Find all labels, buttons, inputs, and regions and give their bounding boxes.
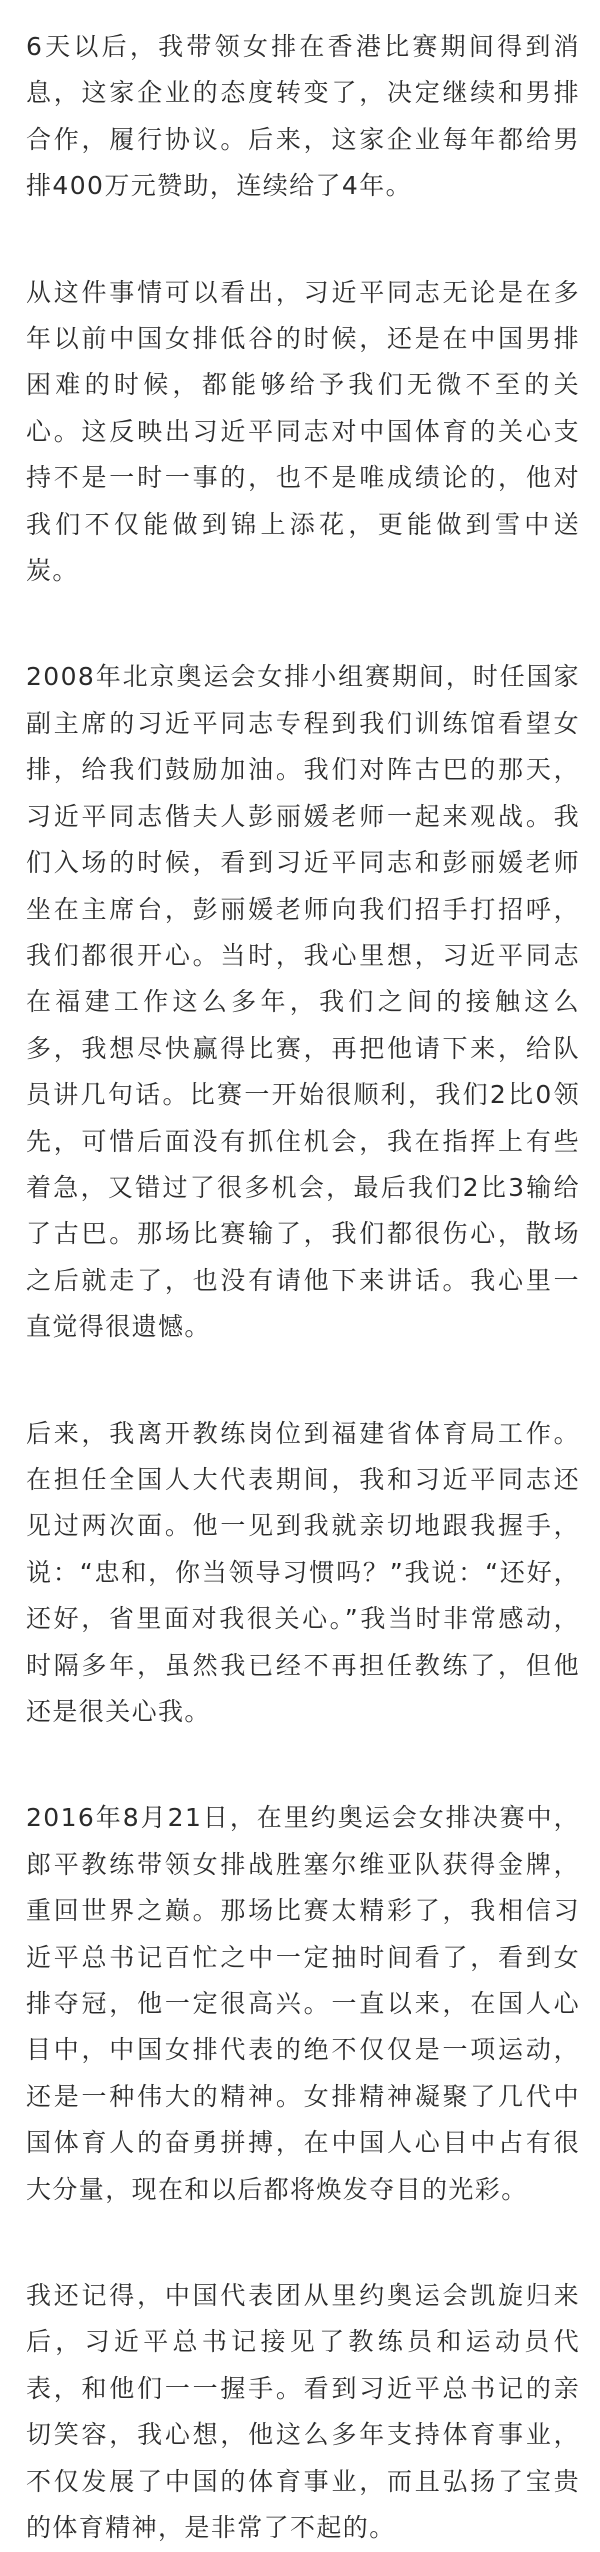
paragraph-6: 我还记得，中国代表团从里约奥运会凯旋归来后，习近平总书记接见了教练员和运动员代表，和他们一一握手。看到习近平总书记的亲切笑容，我心想，他这么多年支持体育事业，不仅发展了中国的体育事业，而且弘扬了宝贵的体育精神，是非常了不起的。 bbox=[26, 2281, 580, 2543]
paragraph-1: 6天以后，我带领女排在香港比赛期间得到消息，这家企业的态度转变了，决定继续和男排合作，履行协议。后来，这家企业每年都给男排400万元赞助，连续给了4年。 bbox=[26, 32, 580, 201]
paragraph-5: 2016年8月21日，在里约奥运会女排决赛中，郎平教练带领女排战胜塞尔维亚队获得金牌，重回世界之巅。那场比赛太精彩了，我相信习近平总书记百忙之中一定抽时间看了，看到女排夺冠，他一定很高兴。一直以来，在国人心目中，中国女排代表的绝不仅仅是一项运动，还是一种伟大的精神。女排精神凝聚了几代中国体育人的奋勇拼搏，在中国人心目中占有很大分量，现在和以后都将焕发夺目的光彩。 bbox=[26, 1803, 580, 2204]
paragraph-2: 从这件事情可以看出，习近平同志无论是在多年以前中国女排低谷的时候，还是在中国男排困难的时候，都能够给予我们无微不至的关心。这反映出习近平同志对中国体育的关心支持不是一时一事的，也不是唯成绩论的，他对我们不仅能做到锦上添花，更能做到雪中送炭。 bbox=[26, 277, 580, 586]
paragraph-4: 后来，我离开教练岗位到福建省体育局工作。在担任全国人大代表期间，我和习近平同志还见过两次面。他一见到我就亲切地跟我握手，说：“忠和，你当领导习惯吗？”我说：“还好，还好，省里面对我很关心。”我当时非常感动，时隔多年，虽然我已经不再担任教练了，但他还是很关心我。 bbox=[26, 1418, 580, 1726]
paragraph-3: 2008年北京奥运会女排小组赛期间，时任国家副主席的习近平同志专程到我们训练馆看望女排，给我们鼓励加油。我们对阵古巴的那天，习近平同志偕夫人彭丽媛老师一起来观战。我们入场的时候，看到习近平同志和彭丽媛老师坐在主席台，彭丽媛老师向我们招手打招呼，我们都很开心。当时，我心里想，习近平同志在福建工作这么多年，我们之间的接触这么多，我想尽快赢得比赛，再把他请下来，给队员讲几句话。比赛一开始很顺利，我们2比0领先，可惜后面没有抓住机会，我在指挥上有些着急，又错过了很多机会，最后我们2比3输给了古巴。那场比赛输了，我们都很伤心，散场之后就走了，也没有请他下来讲话。我心里一直觉得很遗憾。 bbox=[26, 662, 580, 1342]
